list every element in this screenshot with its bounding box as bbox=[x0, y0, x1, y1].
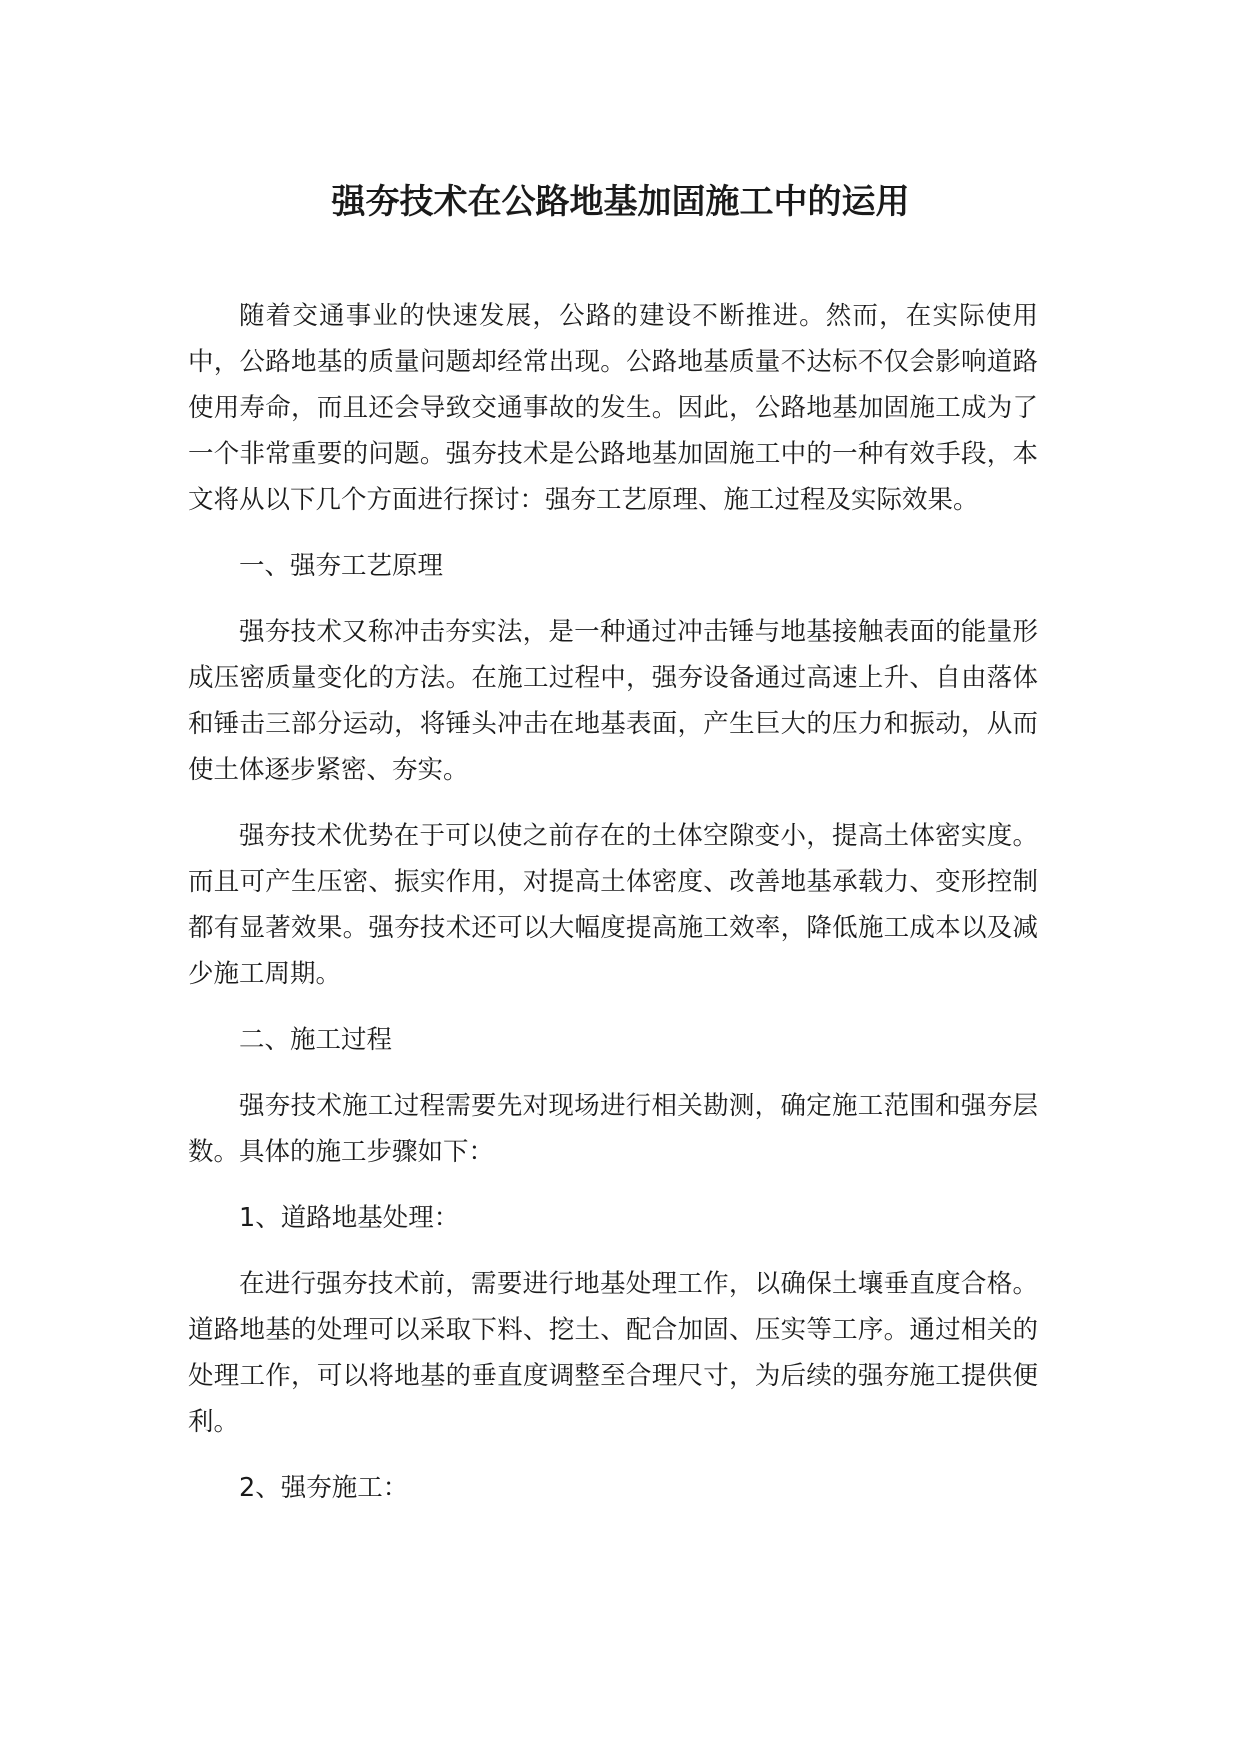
section-heading-process: 二、施工过程 bbox=[239, 1025, 393, 1055]
principle-paragraph-1: 强夯技术又称冲击夯实法，是一种通过冲击锤与地基接触表面的能量形成压密质量变化的方法。在施工过程中，强夯设备通过高速上升、自由落体和锤击三部分运动，将锤头冲击在地基表面，产生巨大的压力和振动，从而使土体逐步紧密、夯实。 bbox=[188, 617, 1038, 785]
document-body bbox=[188, 293, 1038, 1531]
step-heading-compaction: 2、强夯施工： bbox=[239, 1473, 409, 1503]
intro-paragraph: 随着交通事业的快速发展，公路的建设不断推进。然而，在实际使用中，公路地基的质量问题却经常出现。公路地基质量不达标不仅会影响道路使用寿命，而且还会导致交通事故的发生。因此，公路地基加固施工成为了一个非常重要的问题。强夯技术是公路地基加固施工中的一种有效手段，本文将从以下几个方面进行探讨：强夯工艺原理、施工过程及实际效果。 bbox=[188, 301, 1038, 515]
principle-paragraph-2: 强夯技术优势在于可以使之前存在的土体空隙变小，提高土体密实度。而且可产生压密、振实作用，对提高土体密度、改善地基承载力、变形控制都有显著效果。强夯技术还可以大幅度提高施工效率，降低施工成本以及减少施工周期。 bbox=[188, 821, 1038, 989]
section-heading-principle: 一、强夯工艺原理 bbox=[239, 551, 444, 581]
step-heading-foundation: 1、道路地基处理： bbox=[239, 1203, 460, 1233]
foundation-paragraph: 在进行强夯技术前，需要进行地基处理工作，以确保土壤垂直度合格。道路地基的处理可以采取下料、挖土、配合加固、压实等工序。通过相关的处理工作，可以将地基的垂直度调整至合理尺寸，为后续的强夯施工提供便利。 bbox=[188, 1269, 1038, 1437]
process-paragraph: 强夯技术施工过程需要先对现场进行相关勘测，确定施工范围和强夯层数。具体的施工步骤如下： bbox=[188, 1091, 1038, 1167]
document-title: 强夯技术在公路地基加固施工中的运用 bbox=[331, 182, 910, 222]
